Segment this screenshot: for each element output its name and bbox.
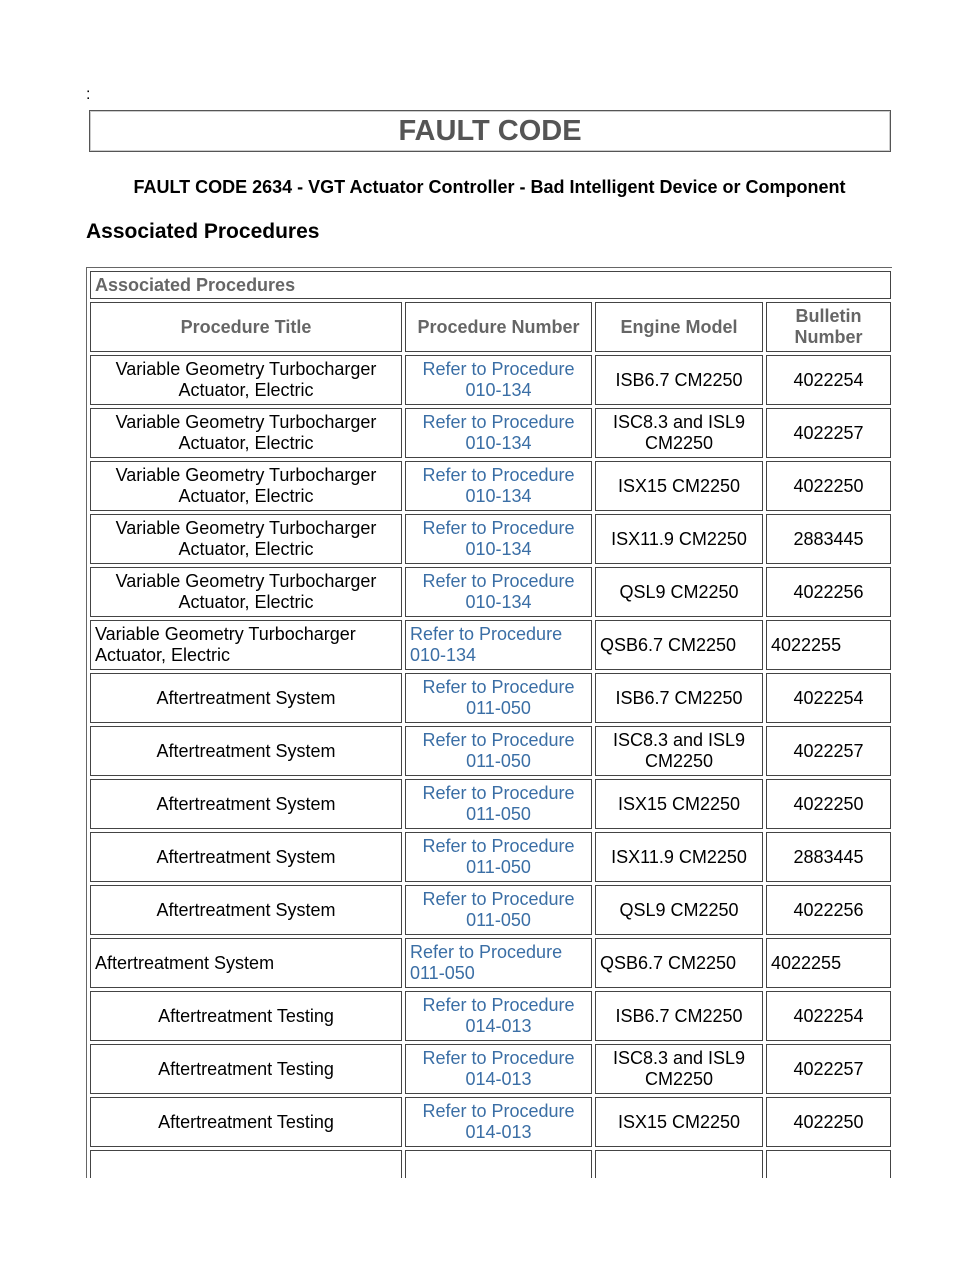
procedure-link[interactable]: Refer to Procedure 014-013 — [405, 991, 592, 1041]
procedure-title-cell: Variable Geometry Turbocharger Actuator, Electric — [90, 408, 402, 458]
engine-model-cell: QSB6.7 CM2250 — [595, 620, 763, 670]
bulletin-number-cell: 4022254 — [766, 355, 891, 405]
engine-model-cell: ISB6.7 CM2250 — [595, 355, 763, 405]
procedure-link[interactable]: Refer to Procedure 010-134 — [405, 355, 592, 405]
procedure-link[interactable]: Refer to Procedure 010-134 — [405, 514, 592, 564]
procedure-title-cell: Aftertreatment System — [90, 885, 402, 935]
engine-model-cell: ISB6.7 CM2250 — [595, 673, 763, 723]
procedure-link[interactable]: Refer to Procedure 010-134 — [405, 461, 592, 511]
table-row — [90, 514, 891, 564]
procedure-title-cell: Variable Geometry Turbocharger Actuator, Electric — [90, 567, 402, 617]
banner-title: FAULT CODE — [398, 114, 582, 147]
bulletin-number-cell: 4022254 — [766, 673, 891, 723]
procedure-title-cell: Aftertreatment System — [90, 938, 402, 988]
bulletin-number-cell: 2883445 — [766, 514, 891, 564]
empty-cell — [405, 1150, 592, 1178]
procedures-table — [86, 267, 892, 1178]
procedure-link[interactable]: Refer to Procedure 011-050 — [405, 832, 592, 882]
table-row — [90, 726, 891, 776]
procedure-link[interactable]: Refer to Procedure 010-134 — [405, 408, 592, 458]
procedure-link[interactable]: Refer to Procedure 011-050 — [405, 726, 592, 776]
header-procedure-number: Procedure Number — [405, 302, 592, 352]
engine-model-cell: ISX15 CM2250 — [595, 1097, 763, 1147]
procedure-link[interactable]: Refer to Procedure 014-013 — [405, 1044, 592, 1094]
procedure-title-cell: Aftertreatment System — [90, 673, 402, 723]
table-row — [90, 673, 891, 723]
fault-code-banner — [89, 110, 891, 152]
bulletin-number-cell: 4022255 — [766, 938, 891, 988]
table-row — [90, 1097, 891, 1147]
engine-model-cell: ISX11.9 CM2250 — [595, 832, 763, 882]
bulletin-number-cell: 4022257 — [766, 726, 891, 776]
table-row — [90, 885, 891, 935]
engine-model-cell: ISC8.3 and ISL9 CM2250 — [595, 726, 763, 776]
section-heading: Associated Procedures — [86, 220, 320, 243]
header-procedure-title: Procedure Title — [90, 302, 402, 352]
engine-model-cell: ISB6.7 CM2250 — [595, 991, 763, 1041]
procedure-title-cell: Aftertreatment System — [90, 726, 402, 776]
table-row — [90, 779, 891, 829]
empty-cell — [766, 1150, 891, 1178]
procedure-link[interactable]: Refer to Procedure 011-050 — [405, 885, 592, 935]
bulletin-number-cell: 4022250 — [766, 779, 891, 829]
bulletin-number-cell: 4022256 — [766, 885, 891, 935]
bulletin-number-cell: 4022254 — [766, 991, 891, 1041]
bulletin-number-cell: 4022256 — [766, 567, 891, 617]
table-row-cut-off — [90, 1150, 891, 1178]
table-row — [90, 620, 891, 670]
bulletin-number-cell: 4022255 — [766, 620, 891, 670]
bulletin-number-cell: 4022257 — [766, 408, 891, 458]
table-row — [90, 938, 891, 988]
empty-cell — [90, 1150, 402, 1178]
procedure-title-cell: Variable Geometry Turbocharger Actuator, Electric — [90, 355, 402, 405]
procedure-title-cell: Variable Geometry Turbocharger Actuator, Electric — [90, 514, 402, 564]
engine-model-cell: QSL9 CM2250 — [595, 885, 763, 935]
engine-model-cell: ISX11.9 CM2250 — [595, 514, 763, 564]
bulletin-number-cell: 4022250 — [766, 461, 891, 511]
procedure-title-cell: Variable Geometry Turbocharger Actuator, Electric — [90, 461, 402, 511]
procedure-link[interactable]: Refer to Procedure 011-050 — [405, 938, 592, 988]
page-colon: : — [86, 86, 91, 103]
table-row — [90, 355, 891, 405]
table-row — [90, 1044, 891, 1094]
table-row — [90, 461, 891, 511]
table-row — [90, 567, 891, 617]
procedure-link[interactable]: Refer to Procedure 011-050 — [405, 673, 592, 723]
procedure-title-cell: Aftertreatment System — [90, 832, 402, 882]
table-row — [90, 832, 891, 882]
bulletin-number-cell: 4022257 — [766, 1044, 891, 1094]
procedure-link[interactable]: Refer to Procedure 014-013 — [405, 1097, 592, 1147]
empty-cell — [595, 1150, 763, 1178]
procedure-link[interactable]: Refer to Procedure 010-134 — [405, 620, 592, 670]
engine-model-cell: ISC8.3 and ISL9 CM2250 — [595, 1044, 763, 1094]
table-row — [90, 408, 891, 458]
procedure-title-cell: Aftertreatment Testing — [90, 1097, 402, 1147]
engine-model-cell: QSB6.7 CM2250 — [595, 938, 763, 988]
table-row — [90, 991, 891, 1041]
procedure-title-cell: Aftertreatment Testing — [90, 1044, 402, 1094]
engine-model-cell: QSL9 CM2250 — [595, 567, 763, 617]
procedure-link[interactable]: Refer to Procedure 010-134 — [405, 567, 592, 617]
procedure-title-cell: Aftertreatment Testing — [90, 991, 402, 1041]
engine-model-cell: ISC8.3 and ISL9 CM2250 — [595, 408, 763, 458]
table-caption: Associated Procedures — [90, 271, 891, 299]
procedure-title-cell: Aftertreatment System — [90, 779, 402, 829]
bulletin-number-cell: 2883445 — [766, 832, 891, 882]
procedures-table-container — [86, 267, 892, 1178]
bulletin-number-cell: 4022250 — [766, 1097, 891, 1147]
engine-model-cell: ISX15 CM2250 — [595, 461, 763, 511]
header-engine-model: Engine Model — [595, 302, 763, 352]
header-bulletin-number: Bulletin Number — [766, 302, 891, 352]
engine-model-cell: ISX15 CM2250 — [595, 779, 763, 829]
procedure-title-cell: Variable Geometry Turbocharger Actuator, Electric — [90, 620, 402, 670]
fault-code-title: FAULT CODE 2634 - VGT Actuator Controller - Bad Intelligent Device or Component — [133, 177, 846, 197]
procedure-link[interactable]: Refer to Procedure 011-050 — [405, 779, 592, 829]
